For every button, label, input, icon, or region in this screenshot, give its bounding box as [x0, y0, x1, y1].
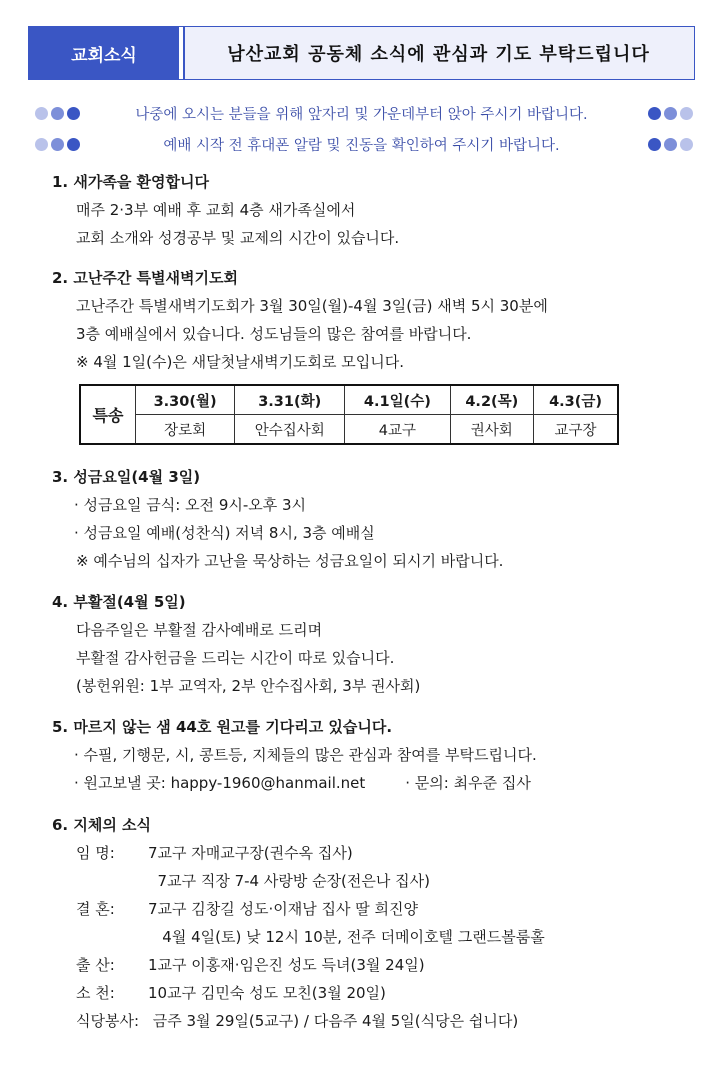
section-easter: [52, 588, 702, 700]
dots-right-icon: [648, 138, 693, 151]
section-title: 3. 성금요일(4월 3일): [52, 468, 201, 486]
row-value: 7교구 직장 7-4 사랑방 순장(전은나 집사): [148, 872, 430, 890]
inquiry-contact: · 문의: 최우준 집사: [405, 774, 531, 792]
table-date: 4.3(금): [534, 385, 618, 415]
dots-right-icon: [648, 107, 693, 120]
header-tag: 교회소식: [29, 27, 183, 79]
table-date: 4.2(목): [450, 385, 534, 415]
table-group: 교구장: [534, 415, 618, 445]
member-news-row: [52, 923, 702, 951]
section-title: 1. 새가족을 환영합니다: [52, 173, 209, 191]
section-dawn-prayer: [52, 264, 702, 376]
section-line: 3층 예배실에서 있습니다. 성도님들의 많은 참여를 바랍니다.: [76, 325, 472, 343]
row-value: 10교구 김민숙 성도 모친(3월 20일): [148, 984, 386, 1002]
section-line: 고난주간 특별새벽기도회가 3월 30일(월)-4월 3일(금) 새벽 5시 30분에: [76, 297, 548, 315]
member-news-row: [52, 979, 702, 1007]
row-key: 임 명:: [76, 844, 115, 862]
row-value: 1교구 이홍재·임은진 성도 득녀(3월 24일): [148, 956, 425, 974]
member-news-row: [52, 951, 702, 979]
news-header: [28, 26, 695, 80]
header-title: 남산교회 공동체 소식에 관심과 기도 부탁드립니다: [227, 44, 650, 65]
table-date: 3.31(화): [235, 385, 345, 415]
table-date: 3.30(월): [136, 385, 235, 415]
section-line: 다음주일은 부활절 감사예배로 드리며: [76, 621, 323, 639]
row-value: 7교구 김창길 성도·이재남 집사 딸 희진양: [148, 900, 418, 918]
section-member-news: [52, 811, 702, 1035]
table-group: 4교구: [345, 415, 450, 445]
section-good-friday: [52, 463, 702, 575]
row-key: 식당봉사:: [76, 1012, 140, 1030]
member-news-row: [52, 895, 702, 923]
section-line: · 수필, 기행문, 시, 콩트등, 지체들의 많은 관심과 참여를 부탁드립니다.: [74, 746, 537, 764]
row-key: 소 천:: [76, 984, 115, 1002]
section-line: 부활절 감사헌금을 드리는 시간이 따로 있습니다.: [76, 649, 395, 667]
section-title: 4. 부활절(4월 5일): [52, 593, 186, 611]
section-line: · 성금요일 예배(성찬식) 저녁 8시, 3층 예배실: [74, 524, 375, 542]
section-line: [52, 769, 702, 797]
row-key: 출 산:: [76, 956, 115, 974]
section-line: ※ 4월 1일(수)은 새달첫날새벽기도회로 모입니다.: [76, 353, 405, 371]
table-group: 권사회: [450, 415, 534, 445]
table-group: 장로회: [136, 415, 235, 445]
section-line: 매주 2·3부 예배 후 교회 4층 새가족실에서: [76, 201, 356, 219]
table-date: 4.1일(수): [345, 385, 450, 415]
section-magazine: [52, 713, 702, 797]
section-new-family: [52, 168, 702, 252]
member-news-row: [52, 867, 702, 895]
row-key: [76, 867, 148, 895]
table-group: 안수집사회: [235, 415, 345, 445]
notice-1: [0, 99, 723, 125]
member-news-row: [52, 1007, 702, 1035]
submission-email[interactable]: · 원고보낼 곳: happy-1960@hanmail.net: [74, 774, 366, 792]
row-key: [76, 923, 148, 951]
notice-2: [0, 130, 723, 156]
section-line: ※ 예수님의 십자가 고난을 묵상하는 성금요일이 되시기 바랍니다.: [76, 552, 504, 570]
notice-text: 예배 시작 전 휴대폰 알람 및 진동을 확인하여 주시기 바랍니다.: [163, 138, 560, 154]
notice-text: 나중에 오시는 분들을 위해 앞자리 및 가운데부터 앉아 주시기 바랍니다.: [135, 107, 588, 123]
row-key: 결 혼:: [76, 900, 115, 918]
section-line: (봉헌위원: 1부 교역자, 2부 안수집사회, 3부 권사회): [76, 677, 421, 695]
section-title: 2. 고난주간 특별새벽기도회: [52, 269, 238, 287]
section-line: 교회 소개와 성경공부 및 교제의 시간이 있습니다.: [76, 229, 400, 247]
row-value: 7교구 자매교구장(권수옥 집사): [148, 844, 353, 862]
table-label: 특송: [80, 385, 136, 444]
member-news-row: [52, 839, 702, 867]
section-line: · 성금요일 금식: 오전 9시-오후 3시: [74, 496, 307, 514]
section-title: 5. 마르지 않는 샘 44호 원고를 기다리고 있습니다.: [52, 718, 393, 736]
section-title: 6. 지체의 소식: [52, 816, 152, 834]
special-song-table: [79, 384, 619, 445]
row-value: 4월 4일(토) 낮 12시 10분, 전주 더메이호텔 그랜드볼룸홀: [148, 928, 545, 946]
row-value: 금주 3월 29일(5교구) / 다음주 4월 5일(식당은 쉽니다): [148, 1012, 519, 1030]
